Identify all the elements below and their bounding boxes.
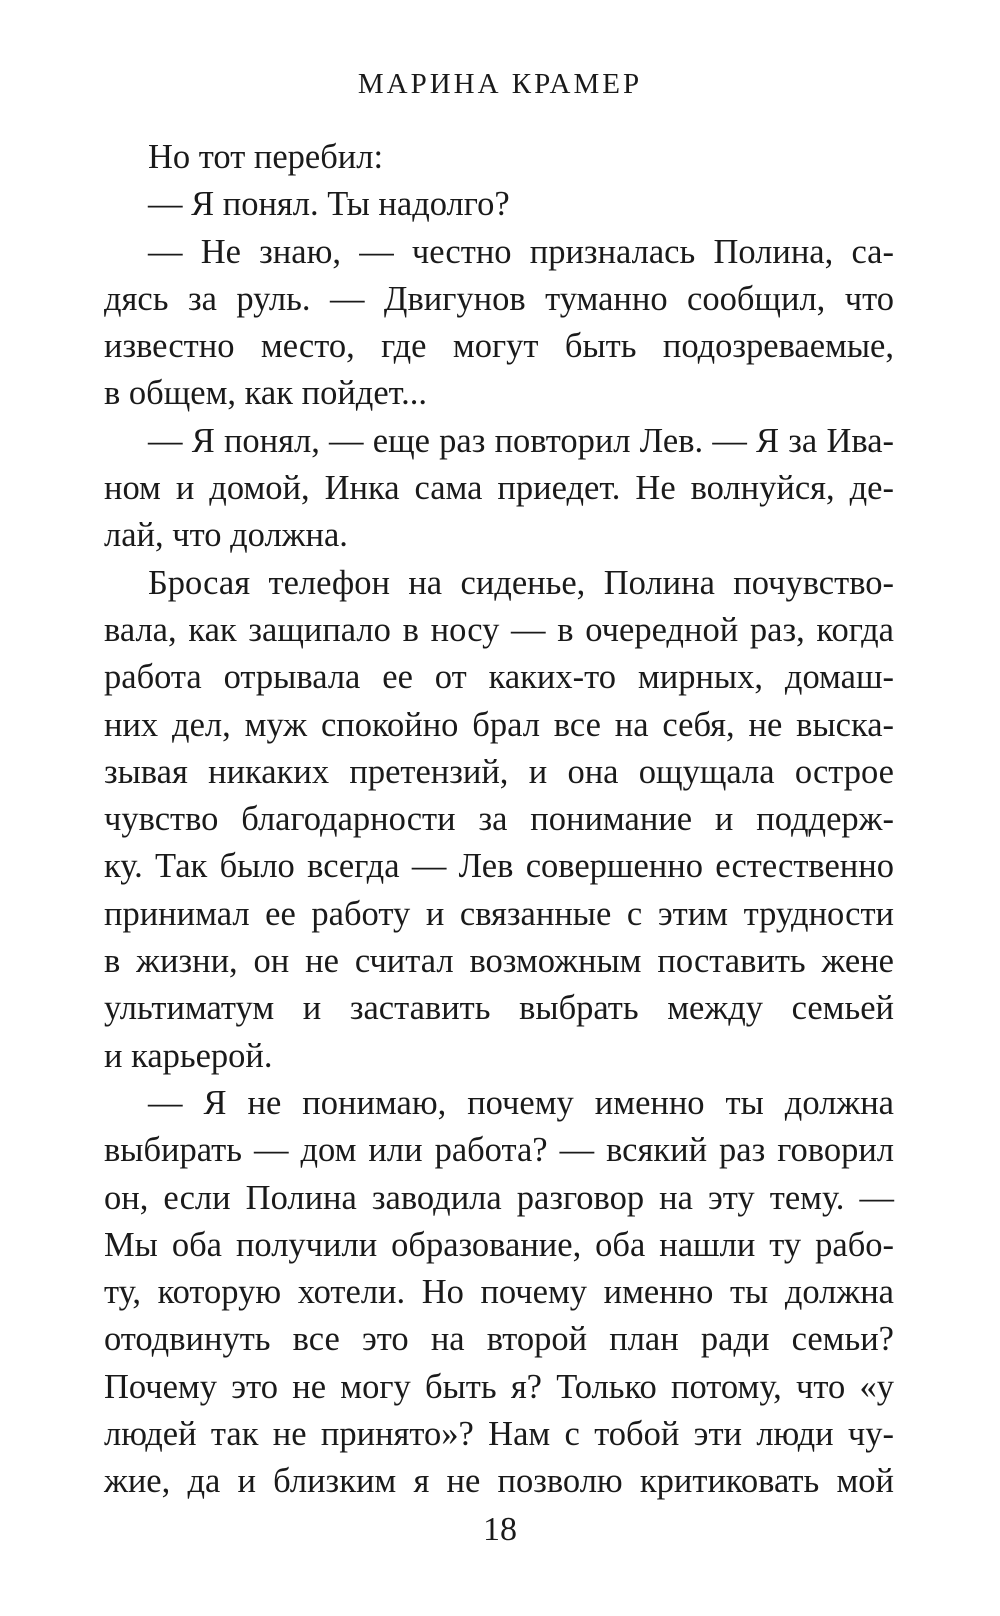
- running-header-author: МАРИНА КРАМЕР: [357, 68, 643, 100]
- page-number: 18: [483, 1511, 517, 1548]
- text-line: он, если Полина заводила разговор на эту тему. —: [104, 1178, 894, 1217]
- text-line: жие, да и близким я не позволю критиковать мой: [104, 1462, 894, 1501]
- text-line: — Я не понимаю, почему именно ты должна: [148, 1083, 894, 1122]
- text-line: в общем, как пойдет...: [104, 374, 428, 413]
- text-line: известно место, где могут быть подозреваемые,: [104, 327, 894, 366]
- text-line: них дел, муж спокойно брал все на себя, не выска-: [104, 705, 894, 744]
- text-line: дясь за руль. — Двигунов туманно сообщил, что: [104, 279, 894, 318]
- text-line: ку. Так было всегда — Лев совершенно естественно: [104, 847, 894, 886]
- text-line: принимал ее работу и связанные с этим трудности: [104, 894, 894, 933]
- text-line: ту, которую хотели. Но почему именно ты должна: [104, 1273, 894, 1312]
- text-line: чувство благодарности за понимание и поддерж-: [104, 800, 894, 839]
- text-line: Но тот перебил:: [148, 138, 384, 176]
- text-line: зывая никаких претензий, и она ощущала острое: [104, 752, 894, 791]
- text-line: работа отрывала ее от каких-то мирных, домаш-: [104, 658, 894, 697]
- text-line: лай, что должна.: [104, 516, 348, 555]
- text-line: выбирать — дом или работа? — всякий раз говорил: [104, 1131, 894, 1170]
- text-line: Почему это не могу быть я? Только потому, что «у: [104, 1367, 894, 1406]
- text-line: — Не знаю, — честно призналась Полина, са-: [148, 232, 894, 271]
- text-line: — Я понял, — еще раз повторил Лев. — Я за Ива-: [148, 421, 894, 460]
- text-line: вала, как защипало в носу — в очередной раз, когда: [104, 610, 894, 649]
- text-line: людей так не принято»? Нам с тобой эти люди чу-: [104, 1415, 894, 1454]
- text-line: ном и домой, Инка сама приедет. Не волнуйся, де-: [104, 469, 894, 508]
- text-line: Мы оба получили образование, оба нашли ту рабо-: [104, 1225, 894, 1264]
- body-text: [104, 134, 894, 1506]
- text-line: Бросая телефон на сиденье, Полина почувство-: [148, 563, 894, 602]
- text-line: и карьерой.: [104, 1036, 273, 1075]
- text-line: в жизни, он не считал возможным поставить жене: [104, 942, 894, 981]
- text-line: — Я понял. Ты надолго?: [148, 185, 510, 224]
- text-line: отодвинуть все это на второй план ради семьи?: [104, 1320, 894, 1359]
- text-line: ультиматум и заставить выбрать между семьей: [104, 989, 894, 1028]
